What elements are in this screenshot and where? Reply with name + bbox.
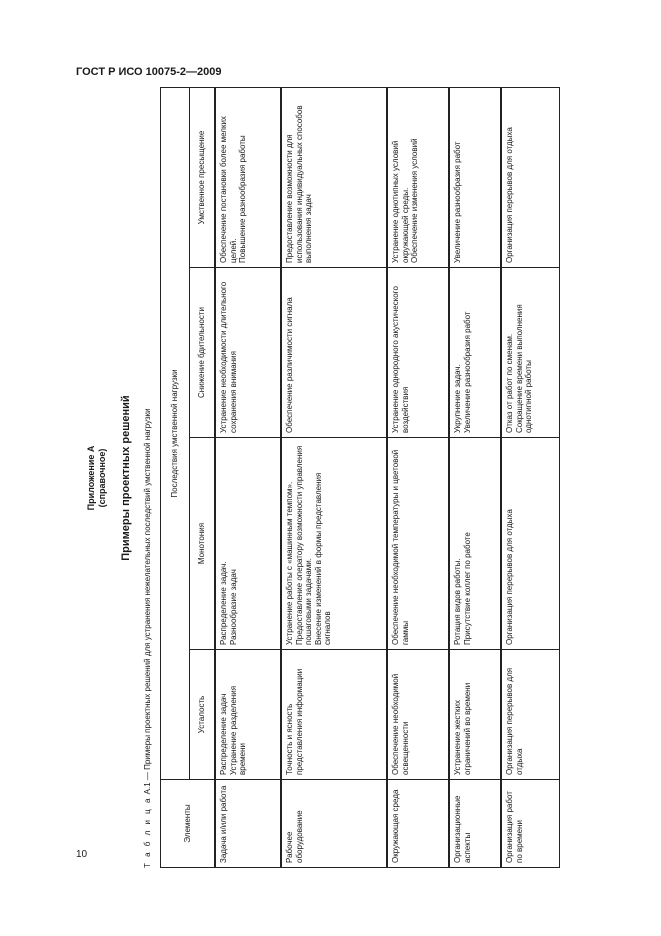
- table-row: [501, 88, 559, 868]
- table-cell: Организация перерывов для отдыха: [501, 438, 559, 650]
- table-row: [215, 88, 281, 868]
- table-cell: Устранение необходимости длительного сохранения внимания: [215, 268, 281, 438]
- table-header-group: Последствия умственной нагрузки: [161, 88, 190, 780]
- table-caption: [143, 408, 152, 868]
- table-cell: Устранение однотипных условий окружающей среды. Обеспечение изменения условий: [387, 88, 449, 268]
- table-cell: Обеспечение необходимой освещенности: [387, 650, 449, 780]
- table-cell: Организация перерывов для отдыха: [501, 88, 559, 268]
- table-caption-number: А.1: [143, 782, 152, 795]
- table-header-column: Умственное пресыщение: [190, 88, 216, 268]
- table-cell: Обеспечение необходимой температуры и цветовой гаммы: [387, 438, 449, 650]
- table-row-label: Организационные аспекты: [449, 780, 501, 868]
- design-solutions-table: [160, 87, 560, 868]
- appendix-title: Приложение А: [86, 445, 96, 511]
- table-cell: Распределение задач. Разнообразие задач: [215, 438, 281, 650]
- table-cell: Отказ от работ по сменам. Сокращение времени выполнения однотипной работы: [501, 268, 559, 438]
- table-caption-text: — Примеры проектных решений для устранения нежелательных последствий умственной нагрузки: [143, 408, 152, 781]
- table-cell: Предоставление возможности для использования индивидуальных способов выполнения задач: [281, 88, 387, 268]
- table-header-column: Монотония: [190, 438, 216, 650]
- table-cell: Обеспечение постановки более мелких целей. Повышение разнообразия работы: [215, 88, 281, 268]
- appendix-subtitle: (справочное): [97, 448, 107, 508]
- table-cell: Устранение жестких ограничений во времени: [449, 650, 501, 780]
- table-row-label: Организация работ по времени: [501, 780, 559, 868]
- section-title: Примеры проектных решений: [120, 395, 132, 561]
- table-header-column: Усталость: [190, 650, 216, 780]
- table-row: [281, 88, 387, 868]
- table-cell: Устранение работы с «машинным темпом». Предоставление оператору возможности управления пошаговыми задачами. Внесение изменений в формы представления сигналов: [281, 438, 387, 650]
- table-body: [215, 88, 559, 868]
- table-row: [449, 88, 501, 868]
- table-caption-prefix: Т а б л и ц а: [143, 796, 152, 868]
- table-cell: Ротация видов работы. Присутствие коллег по работе: [449, 438, 501, 650]
- page-number: 10: [76, 849, 88, 860]
- document-standard-header: ГОСТ Р ИСО 10075-2—2009: [76, 66, 222, 78]
- table-row-label: Рабочее оборудование: [281, 780, 387, 868]
- table-cell: Обеспечение различимости сигнала: [281, 268, 387, 438]
- table-cell: Устранение однородного акустического воздействия: [387, 268, 449, 438]
- table-row-label: Окружающая среда: [387, 780, 449, 868]
- table-cell: Организация перерывов для отдыха: [501, 650, 559, 780]
- table-cell: Укрупнение задач. Увеличение разнообразия работ: [449, 268, 501, 438]
- table-header-column: Снижение бдительности: [190, 268, 216, 438]
- table-cell: Увеличение разнообразия работ: [449, 88, 501, 268]
- table-cell: Точность и ясность представления информации: [281, 650, 387, 780]
- rotated-page-content: [80, 88, 580, 868]
- table-header-elements: Элементы: [161, 780, 216, 868]
- table-row-label: Задача и/или работа: [215, 780, 281, 868]
- table-cell: Распределение задач Устранение разделения времени: [215, 650, 281, 780]
- table-row: [387, 88, 449, 868]
